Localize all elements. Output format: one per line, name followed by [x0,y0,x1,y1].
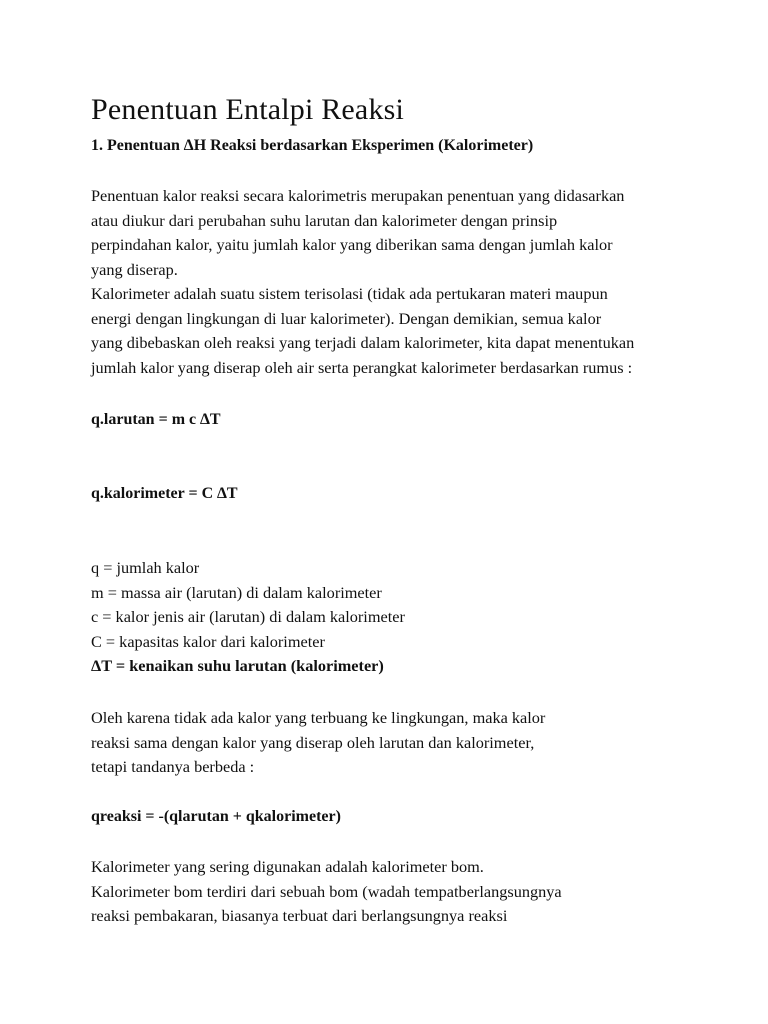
text-line: reaksi pembakaran, biasanya terbuat dari berlangsungnya reaksi [91,906,508,925]
text-line: jumlah kalor yang diserap oleh air serta perangkat kalorimeter berdasarkan rumus : [91,357,633,377]
text-line: tetapi tandanya berbeda : [91,757,255,776]
text-line: perpindahan kalor, yaitu jumlah kalor yang diberikan sama dengan jumlah kalor [91,235,613,254]
sign-paragraph [91,706,545,780]
text-line: energi dengan lingkungan di luar kalorimeter). Dengan demikian, semua kalor [91,308,602,328]
definition-item: C = kapasitas kalor dari kalorimeter [91,631,325,651]
formula-larutan: q.larutan = m c ∆T [91,411,221,428]
formula-kalorimeter: q.kalorimeter = C ∆T [91,485,238,502]
document-title: Penentuan Entalpi Reaksi [91,93,405,126]
bomb-calorimeter-paragraph [91,855,562,929]
definition-list [91,556,405,679]
text-line: atau diukur dari perubahan suhu larutan dan kalorimeter dengan prinsip [91,210,558,230]
text-line: reaksi sama dengan kalor yang diserap oleh larutan dan kalorimeter, [91,732,535,752]
text-line: Kalorimeter bom terdiri dari sebuah bom (wadah tempatberlangsungnya [91,881,562,901]
text-line: yang diserap. [91,259,178,279]
section-heading: 1. Penentuan ∆H Reaksi berdasarkan Eksperimen (Kalorimeter) [91,137,534,154]
text-line: Kalorimeter yang sering digunakan adalah kalorimeter bom. [91,857,484,876]
formula-reaksi: qreaksi = -(qlarutan + qkalorimeter) [91,808,341,825]
definition-item: m = massa air (larutan) di dalam kalorimeter [91,582,382,602]
definition-item: c = kalor jenis air (larutan) di dalam kalorimeter [91,607,405,627]
text-line: Kalorimeter adalah suatu sistem terisolasi (tidak ada pertukaran materi maupun [91,284,608,303]
text-line: Penentuan kalor reaksi secara kalorimetris merupakan penentuan yang didasarkan [91,186,625,205]
text-line: yang dibebaskan oleh reaksi yang terjadi dalam kalorimeter, kita dapat menentukan [91,333,635,352]
definition-item: ΔT = kenaikan suhu larutan (kalorimeter) [91,656,384,676]
intro-paragraph [91,184,634,380]
text-line: Oleh karena tidak ada kalor yang terbuang ke lingkungan, maka kalor [91,708,546,727]
definition-item: q = jumlah kalor [91,558,200,577]
